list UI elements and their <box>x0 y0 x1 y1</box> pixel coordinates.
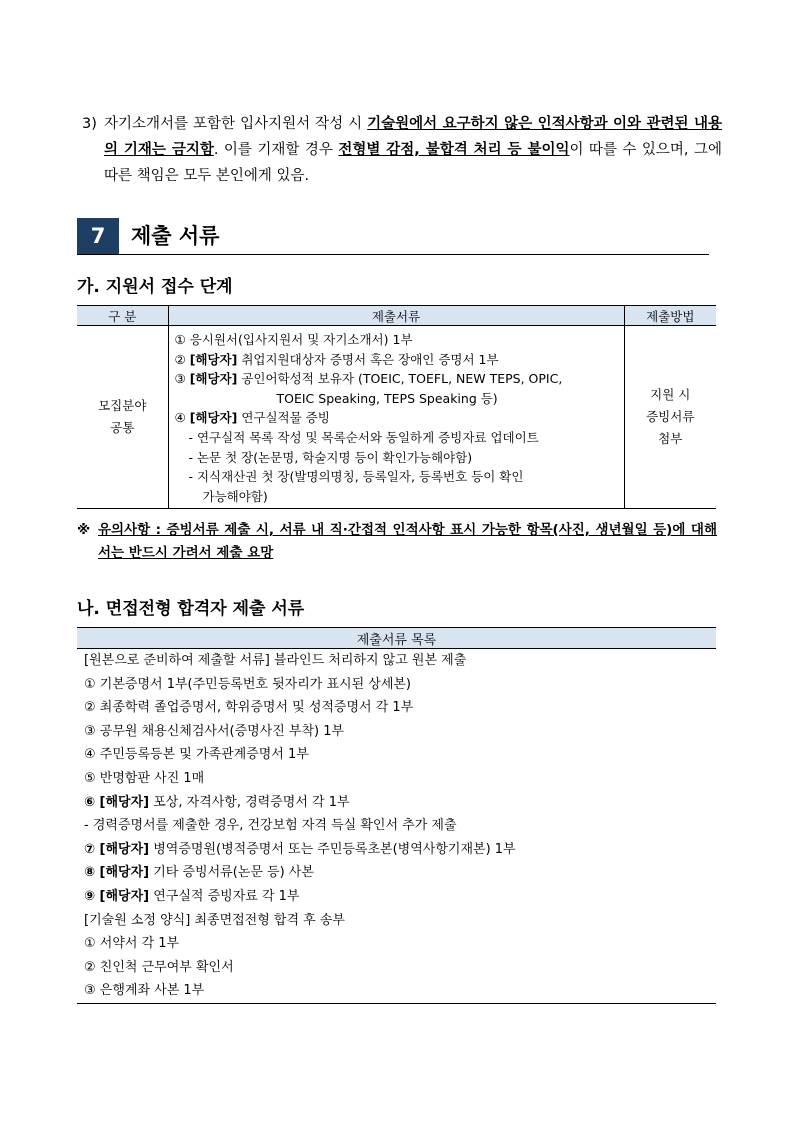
note-item-3 <box>82 111 722 189</box>
note-text: 자기소개서를 포함한 입사지원서 작성 시 기술원에서 요구하지 않은 인적사항과 이와 관련된 내용의 기재는 금지함. 이를 기재할 경우 전형별 감점, 불합격 처리 등 불이익이 따를 수 있으며, 그에 따른 책임은 모두 본인에게 있음. <box>104 116 722 184</box>
emphasis-prohibition: 기술원에서 요구하지 않은 인적사항과 이와 관련된 내용의 기재는 금지함 <box>104 116 722 158</box>
list-subitem: - 연구실적 목록 작성 및 목록순서와 동일하게 증빙자료 업데이트 <box>188 429 539 445</box>
table-row: [기술원 소정 양식] 최종면접전형 합격 후 송부 <box>84 912 345 928</box>
subheading-application: 가. 지원서 접수 단계 <box>77 277 233 297</box>
interview-documents-table <box>77 627 716 1004</box>
list-subitem: - 논문 첫 장(논문명, 학술지명 등이 확인가능해야함) <box>188 449 473 465</box>
application-documents-table <box>77 305 716 509</box>
note-number: 3) <box>82 116 97 132</box>
header-documents-list: 제출서류 목록 <box>77 628 716 649</box>
table-row: ① 서약서 각 1부 <box>84 936 180 952</box>
table-row: ⑤ 반명함판 사진 1매 <box>84 770 205 786</box>
table-header-row <box>77 306 716 326</box>
documents-cell <box>168 326 624 509</box>
section-number: 7 <box>77 218 119 254</box>
caution-text: 유의사항 : 증빙서류 제출 시, 서류 내 직·간접적 인적사항 표시 가능한 항목(사진, 생년월일 등)에 대해서는 반드시 가려서 제출 요망 <box>98 522 717 561</box>
table-row: ④ 주민등록등본 및 가족관계증명서 1부 <box>84 747 309 763</box>
list-subitem-continuation: 가능해야함) <box>202 488 268 504</box>
header-documents: 제출서류 <box>168 306 624 326</box>
reference-mark-icon: ※ <box>77 522 91 538</box>
table-row: ⑧ [해당자] 기타 증빙서류(논문 등) 사본 <box>84 865 314 881</box>
table-row: ② 친인척 근무여부 확인서 <box>84 959 234 975</box>
table-row: - 경력증명서를 제출한 경우, 건강보험 자격 득실 확인서 추가 제출 <box>84 818 457 834</box>
section-title: 제출 서류 <box>131 224 220 248</box>
emphasis-penalty: 전형별 감점, 불합격 처리 등 불이익 <box>338 142 570 158</box>
table-row: ③ 은행계좌 사본 1부 <box>77 979 716 1003</box>
table-row <box>77 326 716 509</box>
list-item: ③ [해당자] 공인어학성적 보유자 (TOEIC, TOEFL, NEW TEPS, OPIC, <box>174 371 563 387</box>
section-header <box>77 218 709 255</box>
header-method: 제출방법 <box>624 306 716 326</box>
category-cell: 모집분야 공통 <box>77 326 168 509</box>
subheading-interview: 나. 면접전형 합격자 제출 서류 <box>77 599 305 619</box>
table-row: ⑦ [해당자] 병역증명원(병적증명서 또는 주민등록초본(병역사항기재본) 1부 <box>84 841 516 857</box>
list-item: ② [해당자] 취업지원대상자 증명서 혹은 장애인 증명서 1부 <box>174 351 499 367</box>
table-row: ① 기본증명서 1부(주민등록번호 뒷자리가 표시된 상세본) <box>84 676 412 692</box>
list-subitem: - 지식재산권 첫 장(발명의명칭, 등록일자, 등록번호 등이 확인 <box>188 469 524 485</box>
table-row: [원본으로 준비하여 제출할 서류] 블라인드 처리하지 않고 원본 제출 <box>84 653 467 668</box>
list-item: ① 응시원서(입사지원서 및 자기소개서) 1부 <box>174 332 413 347</box>
table-row: ⑨ [해당자] 연구실적 증빙자료 각 1부 <box>84 888 300 904</box>
list-item: ④ [해당자] 연구실적물 증빙 <box>174 410 330 426</box>
table-header-row <box>77 628 716 649</box>
method-cell: 지원 시 증빙서류 첨부 <box>624 326 716 509</box>
header-category: 구 분 <box>77 306 168 326</box>
table-row: ⑥ [해당자] 포상, 자격사항, 경력증명서 각 1부 <box>84 794 350 810</box>
list-item-continuation: TOEIC Speaking, TEPS Speaking 등) <box>276 390 498 406</box>
caution-note <box>77 519 717 565</box>
table-row: ③ 공무원 채용신체검사서(증명사진 부착) 1부 <box>84 723 345 739</box>
table-row: ② 최종학력 졸업증명서, 학위증명서 및 성적증명서 각 1부 <box>84 700 414 716</box>
